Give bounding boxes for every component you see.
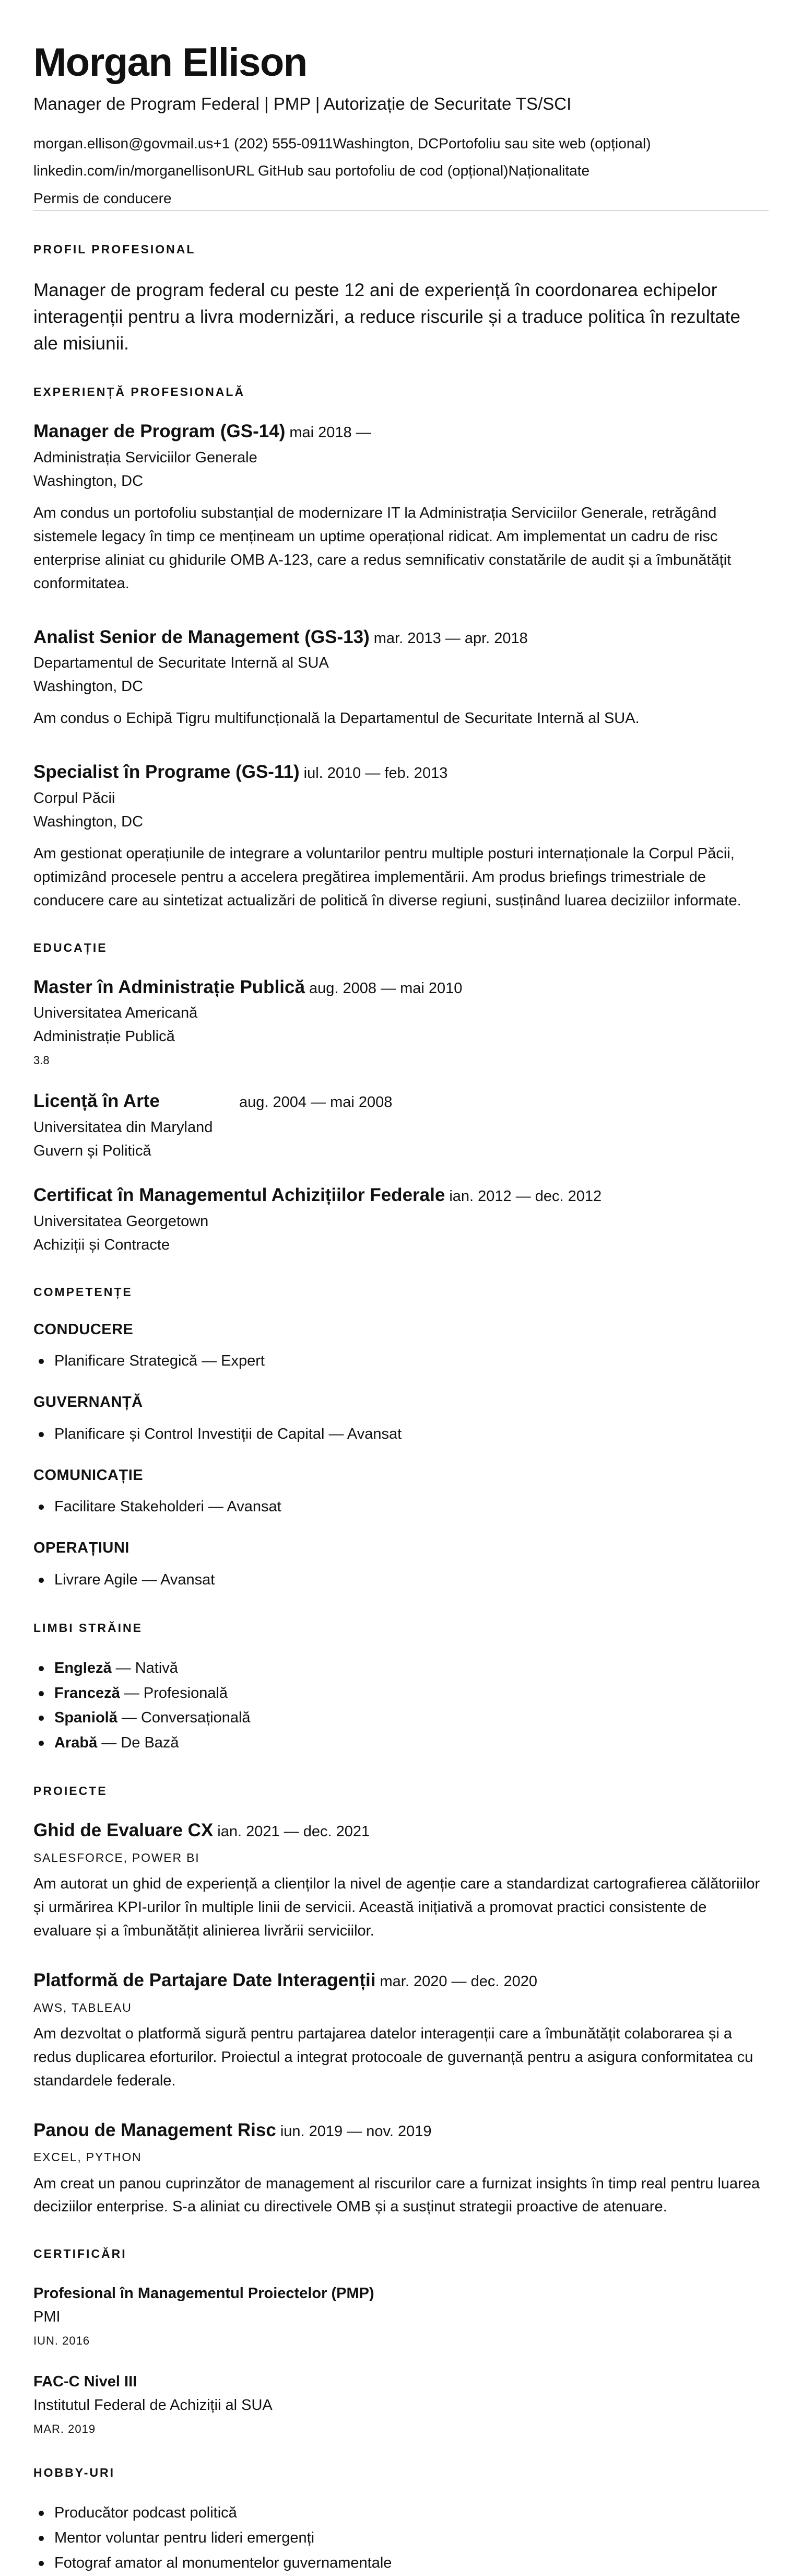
education-header [33,976,769,999]
skill-group [33,1393,769,1447]
skill-item: Facilitare Stakeholderi — Avansat [33,1495,769,1520]
skill-category: OPERAȚIUNI [33,1540,129,1557]
experience-header [33,626,769,649]
language-item [33,1656,769,1681]
experience-role: Specialist în Programe (GS-11) [33,762,300,783]
contact-location: Washington, DC [333,135,439,151]
experience-location: Washington, DC [33,813,144,830]
contact-row-1 [33,134,769,153]
project-dates: iun. 2019 — nov. 2019 [280,2123,432,2140]
project-description: Am creat un panou cuprinzător de management al riscurilor care a furnizat insights în timp real pentru luarea deciziilor enterprise. S-a aliniat cu directivele OMB și a susținut strategii proactive de atenuare. [33,2175,760,2216]
certification-issuer: Institutul Federal de Achiziții al SUA [33,2397,273,2414]
skill-category: COMUNICAȚIE [33,1466,144,1484]
experience-description: Am gestionat operațiunile de integrare a voluntarilor pentru multiple posturi internaționale la Corpul Păcii, optimizând procesele pentru a accelera pregătirea implementării. Am produs briefings trimestriale de conducere care au sintetizat actualizări de politică în diverse regiuni, susținând luarea deciziilor informate. [33,845,741,909]
experience-header [33,761,769,784]
candidate-headline: Manager de Program Federal | PMP | Autorizație de Securitate TS/SCI [33,94,572,113]
education-dates: aug. 2008 — mai 2010 [309,980,463,997]
projects-title: PROIECTE [33,1784,108,1798]
contact-github[interactable]: URL GitHub sau portofoliu de cod (opțional) [225,162,509,179]
skill-group [33,1320,769,1374]
education-dates: ian. 2012 — dec. 2012 [449,1187,602,1205]
education-header [33,1090,769,1113]
project-name: Panou de Management Risc [33,2119,276,2140]
experience-description: Am condus o Echipă Tigru multifuncțională la Departamentul de Securitate Internă al SUA. [33,710,640,727]
language-level: — De Bază [97,1734,179,1752]
project-tech: SALESFORCE, POWER BI [33,1850,200,1864]
contact-email[interactable]: morgan.ellison@govmail.us [33,135,214,151]
project-item [33,1969,769,2093]
project-header [33,1819,769,1842]
education-field: Achiziții și Contracte [33,1236,170,1253]
language-name: Franceză [54,1684,120,1701]
skill-group [33,1538,769,1593]
certifications-title: CERTIFICĂRI [33,2247,127,2261]
education-degree: Licență în Arte [33,1091,160,1112]
skill-list [33,1349,769,1374]
language-item [33,1706,769,1731]
skills-title: COMPETENȚE [33,1285,133,1299]
experience-section [33,386,769,912]
experience-location: Washington, DC [33,473,144,489]
project-dates: mar. 2020 — dec. 2020 [380,1973,537,1990]
skill-item: Planificare și Control Investiții de Capital — Avansat [33,1422,769,1447]
languages-section [33,1622,769,1756]
experience-item [33,626,769,731]
experience-dates: iul. 2010 — feb. 2013 [303,765,448,782]
projects-section [33,1785,769,2219]
hobbies-title: HOBBY-URI [33,2466,115,2480]
language-item [33,1681,769,1706]
education-degree: Certificat în Managementul Achizițiilor Federale [33,1184,445,1205]
skill-category: CONDUCERE [33,1321,134,1338]
education-school: Universitatea Georgetown [33,1213,209,1230]
skill-category: GUVERNANȚĂ [33,1394,143,1411]
education-title: EDUCAȚIE [33,940,108,954]
experience-role: Analist Senior de Management (GS-13) [33,626,370,647]
education-item [33,1090,769,1163]
skill-group [33,1466,769,1520]
project-item [33,1819,769,1943]
education-field: Guvern și Politică [33,1143,151,1159]
project-description: Am dezvoltat o platformă sigură pentru partajarea datelor interagenții care a îmbunătățit colaborarea și a redus duplicarea eforturilor. Proiectul a integrat protocoale de guvernanță pentru a asigura conformitatea cu standardele federale. [33,2025,753,2089]
summary-text: Manager de program federal cu peste 12 ani de experiență în coordonarea echipelor interagenții pentru a livra modernizări, a reduce riscurile și a traduce politica în rezultate ale misiunii. [33,280,740,354]
experience-role: Manager de Program (GS-14) [33,421,286,442]
skill-list [33,1495,769,1520]
education-item [33,976,769,1069]
project-header [33,1969,769,1992]
certification-name: Profesional în Managementul Proiectelor (PMP) [33,2285,374,2302]
contact-portfolio[interactable]: Portofoliu sau site web (opțional) [439,135,651,151]
contact-driving-license: Permis de conducere [33,190,172,206]
education-field: Administrație Publică [33,1028,175,1045]
hobby-list [33,2501,769,2576]
experience-header [33,420,769,443]
contact-row-2 [33,161,769,180]
language-list [33,1656,769,1756]
project-item [33,2119,769,2219]
hobby-item: Fotograf amator al monumentelor guvernamentale [33,2551,769,2576]
skill-item: Planificare Strategică — Expert [33,1349,769,1374]
certifications-section [33,2248,769,2438]
experience-org: Departamentul de Securitate Internă al SUA [33,655,329,672]
certification-name: FAC-C Nivel III [33,2373,137,2391]
contact-nationality: Naționalitate [508,162,590,179]
education-school: Universitatea din Maryland [33,1119,213,1136]
education-gpa: 3.8 [33,1054,50,1067]
certification-date: MAR. 2019 [33,2422,96,2436]
education-item [33,1184,769,1257]
education-header [33,1184,769,1207]
experience-item [33,761,769,912]
summary-title: PROFIL PROFESIONAL [33,242,196,257]
contact-phone[interactable]: +1 (202) 555-0911 [213,135,333,151]
experience-org: Administrația Serviciilor Generale [33,449,257,467]
language-name: Spaniolă [54,1709,117,1727]
experience-location: Washington, DC [33,678,144,695]
experience-dates: mar. 2013 — apr. 2018 [373,630,528,647]
experience-title: EXPERIENȚĂ PROFESIONALĂ [33,385,245,399]
experience-dates: mai 2018 — [289,424,371,441]
hobbies-section [33,2467,769,2576]
language-level: — Nativă [111,1659,178,1676]
resume-header [33,40,769,210]
skills-section [33,1286,769,1593]
project-header [33,2119,769,2142]
hobby-item: Producător podcast politică [33,2501,769,2526]
education-section [33,942,769,1257]
skill-list [33,1422,769,1447]
project-dates: ian. 2021 — dec. 2021 [217,1823,370,1840]
education-school: Universitatea Americană [33,1005,198,1022]
languages-title: LIMBI STRĂINE [33,1621,143,1635]
contact-linkedin[interactable]: linkedin.com/in/morganellison [33,162,226,179]
certification-issuer: PMI [33,2309,61,2326]
certification-item [33,2282,769,2349]
language-name: Engleză [54,1659,112,1676]
experience-org: Corpul Păcii [33,790,115,807]
hobby-item: Mentor voluntar pentru lideri emergenți [33,2526,769,2551]
skill-list [33,1568,769,1593]
skill-item: Livrare Agile — Avansat [33,1568,769,1593]
header-divider [33,210,769,211]
certification-item [33,2370,769,2438]
language-level: — Conversațională [117,1709,251,1727]
project-description: Am autorat un ghid de experiență a clienților la nivel de agenție care a standardizat cartografierea călătoriilor și urmărirea KPI-urilor în multiple linii de servicii. Această inițiativă a promovat practici consistente de evaluare și a îmbunătățit alinierea livrării serviciilor. [33,1875,760,1939]
language-level: — Profesională [120,1684,228,1701]
education-degree: Master în Administrație Publică [33,976,305,997]
certification-date: IUN. 2016 [33,2334,90,2348]
project-name: Ghid de Evaluare CX [33,1820,214,1841]
language-name: Arabă [54,1734,98,1752]
project-tech: EXCEL, PYTHON [33,2150,142,2164]
language-item [33,1731,769,1756]
project-name: Platformă de Partajare Date Interagenții [33,1969,376,1990]
summary-section [33,243,769,357]
candidate-name: Morgan Ellison [33,40,307,85]
education-dates: aug. 2004 — mai 2008 [239,1094,393,1111]
experience-item [33,420,769,595]
experience-description: Am condus un portofoliu substanțial de modernizare IT la Administrația Serviciilor Generale, retrăgând sistemele legacy în timp ce mențineam un uptime operațional ridicat. Am implementat un cadru de risc enterprise aliniat cu ghidurile OMB A-123, care a redus semnificativ constatările de audit și a îmbunătățit conformitatea. [33,504,732,592]
project-tech: AWS, TABLEAU [33,2000,132,2014]
